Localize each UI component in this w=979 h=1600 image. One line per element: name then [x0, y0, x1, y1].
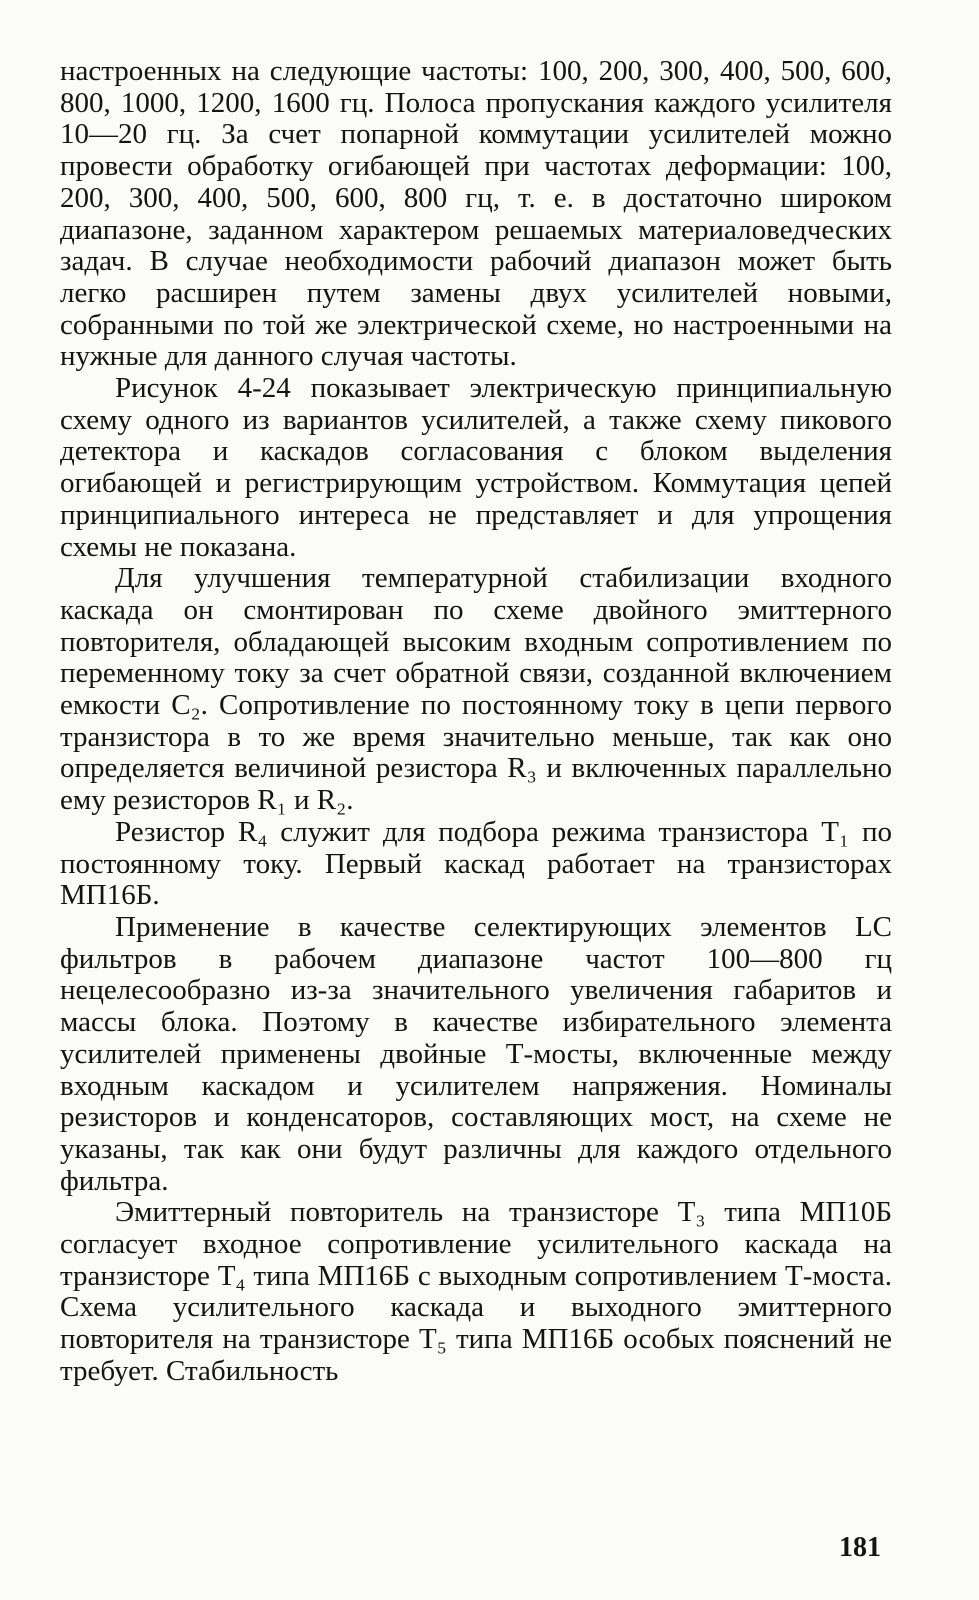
body-text [60, 56, 892, 1388]
paragraph: Рисунок 4-24 показывает электрическую принципиальную схему одного из вариантов усилителей, а также схему пикового детектора и каскадов согласования с блоком выделения огибающей и регистрирующим устройством. Коммутация цепей принципиального интереса не представляет и для упрощения схемы не показана. [60, 372, 892, 563]
page-number: 181 [839, 1532, 881, 1563]
paragraph: Для улучшения температурной стабилизации входного каскада он смонтирован по схеме двойного эмиттерного повторителя, обладающей высоким входным сопротивлением по переменному току за счет обратной связи, созданной включением емкости C₂. Сопротивление по постоянному току в цепи первого транзистора в то же время значительно меньше, так как оно определяется величиной резистора R₃ и включенных параллельно ему резисторов R₁ и R₂. [60, 562, 892, 817]
paragraph: Резистор R₄ служит для подбора режима транзистора T₁ по постоянному току. Первый каскад работает на транзисторах МП16Б. [60, 815, 892, 912]
paragraph: Эмиттерный повторитель на транзисторе T₃ типа МП10Б согласует входное сопротивление усилительного каскада на транзисторе T₄ типа МП16Б с выходным сопротивлением Т-моста. Схема усилительного каскада и выходного эмиттерного повторителя на транзисторе T₅ типа МП16Б особых пояснений не требует. Стабильность [60, 1196, 892, 1387]
paragraph: Применение в качестве селектирующих элементов LC фильтров в рабочем диапазоне частот 100—800 гц нецелесообразно из-за значительного увеличения габаритов и массы блока. Поэтому в качестве избирательного элемента усилителей применены двойные Т-мосты, включенные между входным каскадом и усилителем напряжения. Номиналы резисторов и конденсаторов, составляющих мост, на схеме не указаны, так как они будут различны для каждого отдельного фильтра. [60, 910, 892, 1197]
paragraph-continuation: настроенных на следующие частоты: 100, 200, 300, 400, 500, 600, 800, 1000, 1200, 1600 гц. Полоса пропускания каждого усилителя 10—20 гц. За счет попарной коммутации усилителей можно провести обработку огибающей при частотах деформации: 100, 200, 300, 400, 500, 600, 800 гц, т. е. в достаточно широком диапазоне, заданном характером решаемых материаловедческих задач. В случае необходимости рабочий диапазон может быть легко расширен путем замены двух усилителей новыми, собранными по той же электрической схеме, но настроенными на нужные для данного случая частоты. [60, 55, 892, 373]
